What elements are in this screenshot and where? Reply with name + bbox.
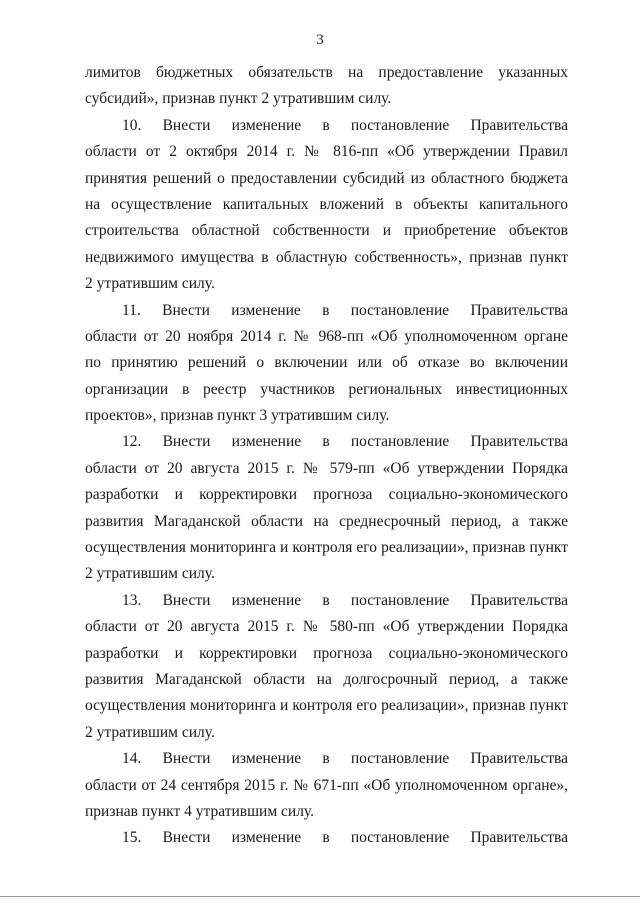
paragraph-item-15 — [85, 825, 568, 851]
text-line: 12. Внести изменение в постановление Правительства — [122, 433, 568, 451]
text-line: признав пункт 4 утратившим силу. — [85, 802, 314, 820]
text-line: 13. Внести изменение в постановление Правительства — [122, 591, 568, 609]
text-line: 2 утратившим силу. — [85, 275, 215, 293]
document-body — [85, 60, 568, 852]
text-line: разработки и корректировки прогноза социально-экономического — [85, 486, 568, 504]
text-line: области от 2 октября 2014 г. № 816-пп «Об утверждении Правил — [85, 143, 568, 161]
paragraph-item-12 — [85, 429, 568, 587]
text-line: строительства областной собственности и приобретение объектов — [85, 222, 568, 240]
text-line: 2 утратившим силу. — [85, 565, 215, 583]
text-line: развития Магаданской области на долгосрочный период, а также — [85, 670, 568, 688]
text-line: принятия решений о предоставлении субсидий из областного бюджета — [85, 169, 568, 187]
text-line: области от 20 августа 2015 г. № 580-пп «Об утверждении Порядка — [85, 618, 568, 636]
paragraph-item-13 — [85, 588, 568, 746]
text-line: области от 20 ноября 2014 г. № 968-пп «Об уполномоченном органе — [85, 327, 568, 345]
text-line: на осуществление капитальных вложений в объекты капитального — [85, 195, 568, 213]
paragraph-item-11 — [85, 298, 568, 430]
text-line: недвижимого имущества в областную собственность», признав пункт — [85, 248, 568, 266]
text-line: разработки и корректировки прогноза социально-экономического — [85, 644, 568, 662]
text-line: субсидий», признав пункт 2 утратившим силу. — [85, 90, 392, 108]
text-line: области от 24 сентября 2015 г. № 671-пп «Об уполномоченном органе», — [85, 776, 568, 794]
text-line: 2 утратившим силу. — [85, 723, 215, 741]
paragraph-item-10 — [85, 113, 568, 298]
page-number: 3 — [316, 32, 324, 48]
text-line: по принятию решений о включении или об отказе во включении — [85, 354, 568, 372]
scan-edge-line — [0, 896, 640, 897]
text-line: проектов», признав пункт 3 утратившим силу. — [85, 407, 390, 425]
text-line: развития Магаданской области на среднесрочный период, а также — [85, 512, 568, 530]
text-line: области от 20 августа 2015 г. № 579-пп «Об утверждении Порядка — [85, 459, 568, 477]
paragraph-continuation — [85, 60, 568, 113]
text-line: 11. Внести изменение в постановление Правительства — [122, 301, 568, 319]
text-line: 10. Внести изменение в постановление Правительства — [122, 116, 568, 134]
text-line: организации в реестр участников региональных инвестиционных — [85, 380, 568, 398]
text-line: осуществления мониторинга и контроля его реализации», признав пункт — [85, 697, 568, 715]
text-line: лимитов бюджетных обязательств на предоставление указанных — [85, 64, 568, 81]
text-line: 15. Внести изменение в постановление Правительства — [122, 829, 568, 847]
paragraph-item-14 — [85, 746, 568, 825]
text-line: 14. Внести изменение в постановление Правительства — [122, 750, 568, 768]
text-line: осуществления мониторинга и контроля его реализации», признав пункт — [85, 539, 568, 557]
